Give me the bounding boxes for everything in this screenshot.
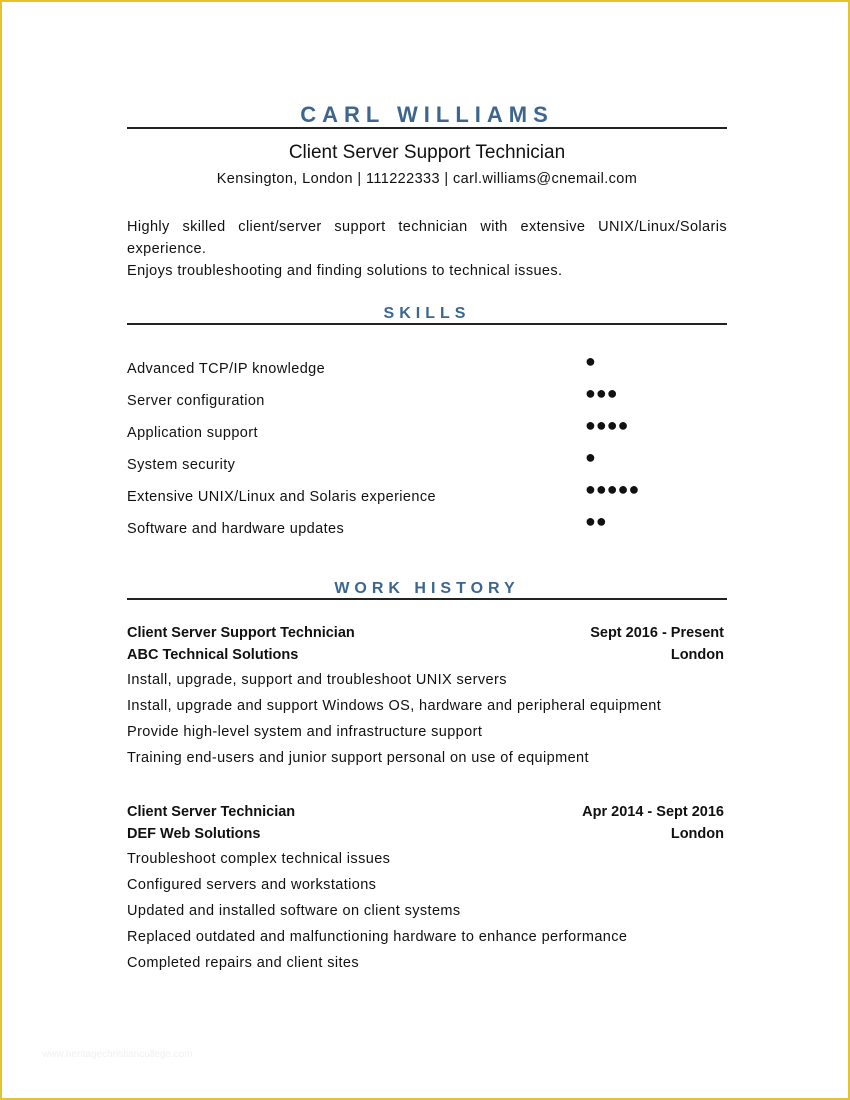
work-history-heading: WORK HISTORY — [334, 580, 520, 597]
job-duty: Configured servers and workstations — [127, 877, 377, 893]
summary-line: experience. — [127, 241, 207, 257]
skill-rating: ● — [585, 351, 596, 371]
candidate-name: CARL WILLIAMS — [300, 102, 554, 127]
skill-row — [127, 351, 727, 389]
skill-name: Server configuration — [127, 393, 265, 409]
skill-rating: ●●● — [585, 383, 618, 403]
job-header — [127, 625, 727, 647]
job-duty: Updated and installed software on client systems — [127, 903, 461, 919]
skill-row — [127, 415, 727, 453]
job-duty: Install, upgrade and support Windows OS, hardware and peripheral equipment — [127, 698, 662, 714]
job-location: London — [670, 826, 724, 842]
job-title: Client Server Support Technician — [127, 625, 355, 641]
job-duty: Training end-users and junior support personal on use of equipment — [127, 750, 589, 766]
skills-list — [127, 351, 727, 549]
name-divider — [127, 127, 727, 129]
job-header — [127, 804, 727, 826]
skill-name: Application support — [127, 425, 258, 441]
skill-rating: ●●●● — [585, 415, 629, 435]
job-duty: Provide high-level system and infrastructure support — [127, 724, 483, 740]
skill-name: Software and hardware updates — [127, 521, 345, 537]
summary — [127, 216, 727, 282]
skills-divider — [127, 323, 727, 325]
job-entry — [127, 625, 727, 773]
job-location: London — [670, 647, 724, 663]
job-duty: Replaced outdated and malfunctioning hardware to enhance performance — [127, 929, 628, 945]
job-duty: Completed repairs and client sites — [127, 955, 360, 971]
job-company: ABC Technical Solutions — [127, 647, 299, 663]
job-duty: Install, upgrade, support and troubleshoot UNIX servers — [127, 672, 507, 688]
job-dates: Sept 2016 - Present — [590, 625, 724, 641]
skill-rating: ●● — [585, 511, 607, 531]
watermark: www.heritagechristiancollege.com — [42, 1049, 193, 1060]
job-entry — [127, 804, 727, 978]
skill-row — [127, 479, 727, 517]
skill-name: Extensive UNIX/Linux and Solaris experience — [127, 489, 436, 505]
skills-heading: SKILLS — [383, 305, 471, 322]
job-title: Client Server Technician — [127, 804, 296, 820]
contact-line: Kensington, London | 111222333 | carl.williams@cnemail.com — [216, 171, 638, 187]
skill-rating: ● — [585, 447, 596, 467]
candidate-role: Client Server Support Technician — [288, 142, 566, 163]
summary-line: Highly skilled client/server support technician with extensive UNIX/Linux/Solaris — [127, 219, 727, 235]
summary-line: Enjoys troubleshooting and finding solutions to technical issues. — [127, 263, 563, 279]
skill-row — [127, 383, 727, 421]
job-company-line — [127, 826, 727, 848]
skill-name: Advanced TCP/IP knowledge — [127, 361, 326, 377]
job-dates: Apr 2014 - Sept 2016 — [582, 804, 724, 820]
job-company: DEF Web Solutions — [127, 826, 261, 842]
skill-rating: ●●●●● — [585, 479, 640, 499]
work-history-divider — [127, 598, 727, 600]
skill-row — [127, 511, 727, 549]
job-company-line — [127, 647, 727, 669]
job-duty: Troubleshoot complex technical issues — [127, 851, 391, 867]
skill-name: System security — [127, 457, 236, 473]
